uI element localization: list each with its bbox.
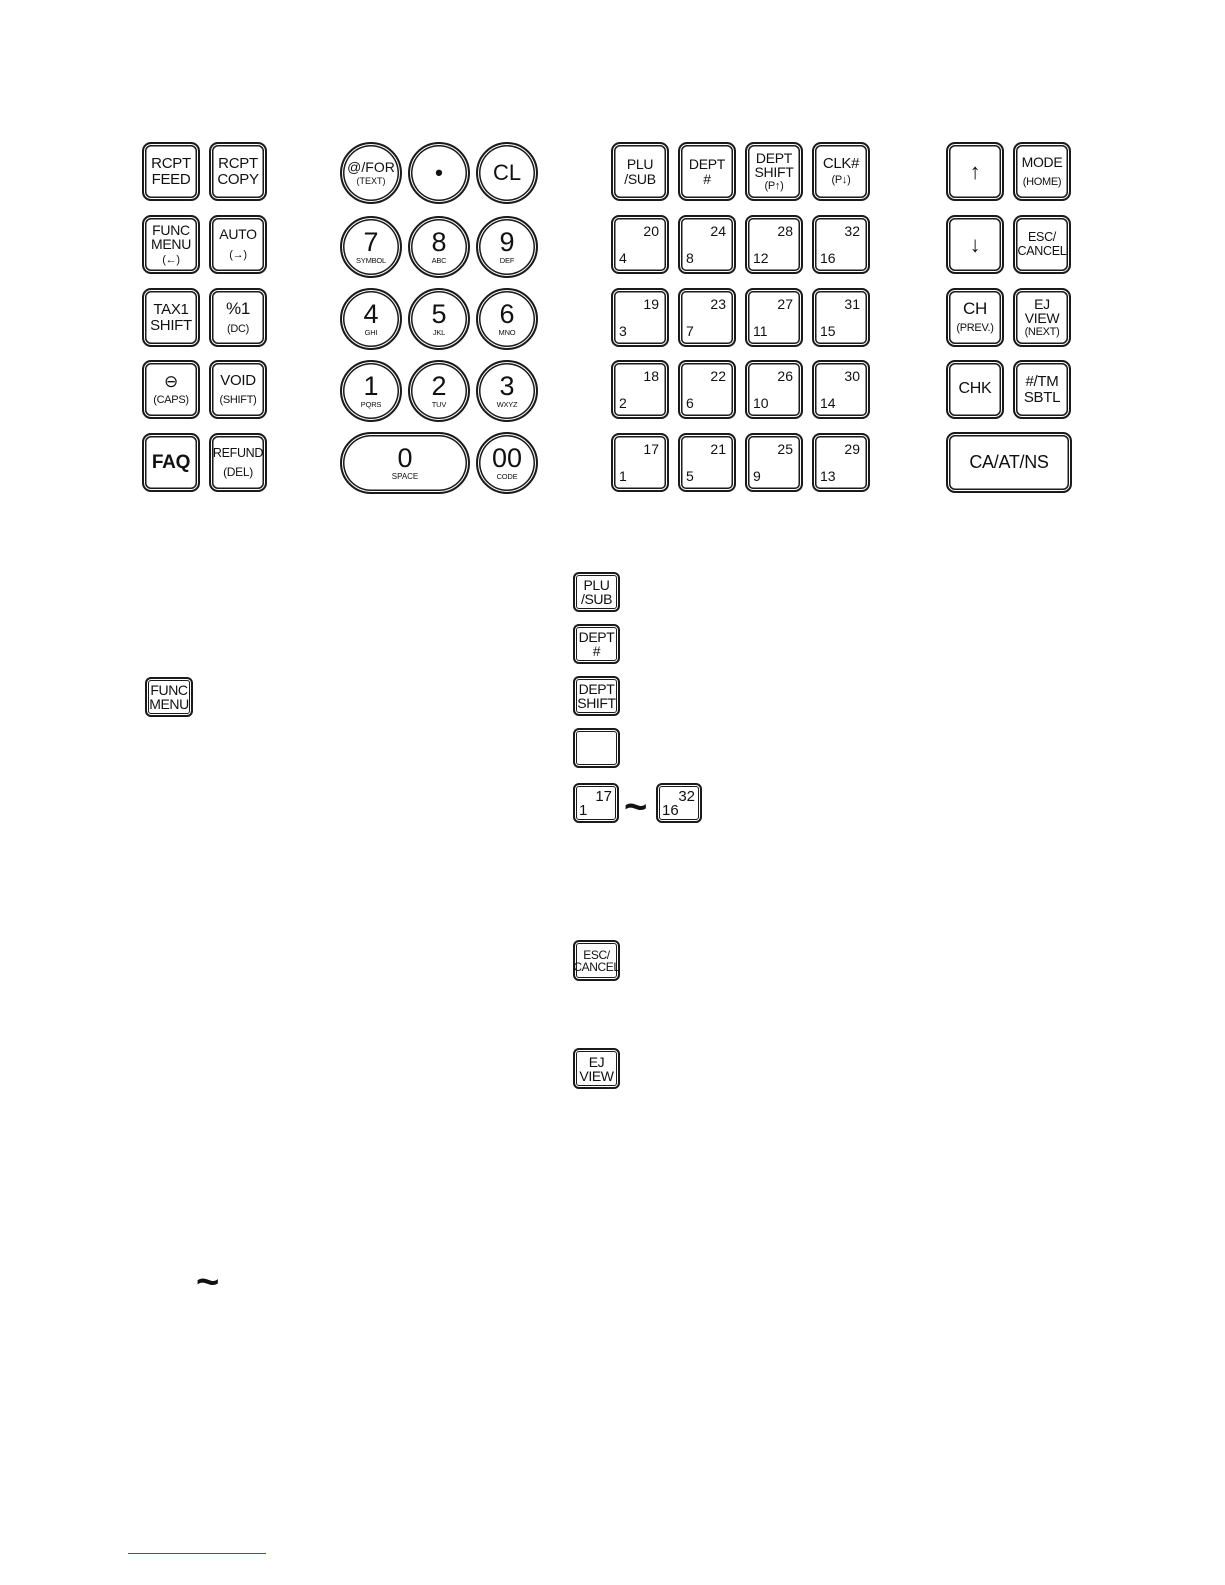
dept-key: 21 5 — [678, 433, 736, 492]
tilde-separator: ~ — [624, 785, 648, 829]
dept-key: 18 2 — [611, 360, 669, 419]
ej-view-key: EJ VIEW (NEXT) — [1013, 288, 1071, 347]
dept-key: 30 14 — [812, 360, 870, 419]
dept-key: 26 10 — [745, 360, 803, 419]
double-zero-key: 00 CODE — [476, 432, 538, 494]
digit-8-key: 8 ABC — [408, 216, 470, 278]
tax1-shift-key: TAX1 SHIFT — [142, 288, 200, 347]
plu-sub-key-icon: PLU /SUB — [573, 572, 620, 612]
cl-key: CL — [476, 142, 538, 204]
down-arrow-icon: ↓ — [969, 231, 981, 257]
minus-circle-icon: ⊖ — [164, 371, 178, 391]
clk-number-key: CLK# (P↓) — [812, 142, 870, 201]
digit-0-key: 0 SPACE — [340, 432, 470, 494]
dept-key-1-icon: 17 1 — [573, 783, 619, 823]
tilde-glyph: ~ — [196, 1260, 220, 1304]
auto-key: AUTO (→) — [209, 215, 267, 274]
ch-key: CH (PREV.) — [946, 288, 1004, 347]
dept-key: 22 6 — [678, 360, 736, 419]
esc-cancel-key-icon: ESC/ CANCEL — [573, 940, 620, 981]
rcpt-copy-key: RCPT COPY — [209, 142, 267, 201]
digit-4-key: 4 GHI — [340, 288, 402, 350]
faq-key: FAQ — [142, 433, 200, 492]
for-key: @/FOR (TEXT) — [340, 142, 402, 204]
dept-key-16-icon: 32 16 — [656, 783, 702, 823]
plu-sub-key: PLU /SUB — [611, 142, 669, 201]
rcpt-feed-key: RCPT FEED — [142, 142, 200, 201]
digit-6-key: 6 MNO — [476, 288, 538, 350]
digit-7-key: 7 SYMBOL — [340, 216, 402, 278]
percent1-key: %1 (DC) — [209, 288, 267, 347]
dept-key: 24 8 — [678, 215, 736, 274]
dept-key: 28 12 — [745, 215, 803, 274]
dept-key: 25 9 — [745, 433, 803, 492]
dept-key: 27 11 — [745, 288, 803, 347]
dept-key: 32 16 — [812, 215, 870, 274]
digit-1-key: 1 PQRS — [340, 360, 402, 422]
ej-view-key-icon: EJ VIEW — [573, 1048, 620, 1089]
minus-key: ⊖ (CAPS) — [142, 360, 200, 419]
left-arrow-icon: (←) — [162, 253, 180, 266]
void-key: VOID (SHIFT) — [209, 360, 267, 419]
digit-3-key: 3 WXYZ — [476, 360, 538, 422]
footer-link-underline — [128, 1553, 266, 1554]
mode-key: MODE (HOME) — [1013, 142, 1071, 201]
decimal-point-key: • — [408, 142, 470, 204]
chk-key: CHK — [946, 360, 1004, 419]
digit-2-key: 2 TUV — [408, 360, 470, 422]
up-arrow-icon: ↑ — [969, 158, 981, 184]
page-up-icon: (P↑) — [764, 179, 784, 192]
dept-shift-key: DEPT SHIFT (P↑) — [745, 142, 803, 201]
digit-5-key: 5 JKL — [408, 288, 470, 350]
dept-shift-key-icon: DEPT SHIFT — [573, 676, 620, 716]
dept-key: 17 1 — [611, 433, 669, 492]
dept-key: 31 15 — [812, 288, 870, 347]
down-arrow-key — [946, 215, 1004, 274]
page-down-icon: (P↓) — [831, 174, 851, 187]
digit-9-key: 9 DEF — [476, 216, 538, 278]
tm-sbtl-key: #/TM SBTL — [1013, 360, 1071, 419]
dept-number-key: DEPT # — [678, 142, 736, 201]
ca-at-ns-key: CA/AT/NS — [946, 432, 1072, 493]
esc-cancel-key: ESC/ CANCEL — [1013, 215, 1071, 274]
dept-key: 23 7 — [678, 288, 736, 347]
right-arrow-icon: (→) — [229, 249, 247, 262]
func-menu-key-icon: FUNC MENU — [145, 677, 193, 717]
up-arrow-key — [946, 142, 1004, 201]
dept-key: 20 4 — [611, 215, 669, 274]
blank-key-icon — [573, 728, 620, 768]
dept-key: 19 3 — [611, 288, 669, 347]
dept-number-key-icon: DEPT # — [573, 624, 620, 664]
func-menu-key: FUNC MENU (←) — [142, 215, 200, 274]
dept-key: 29 13 — [812, 433, 870, 492]
refund-key: REFUND (DEL) — [209, 433, 267, 492]
